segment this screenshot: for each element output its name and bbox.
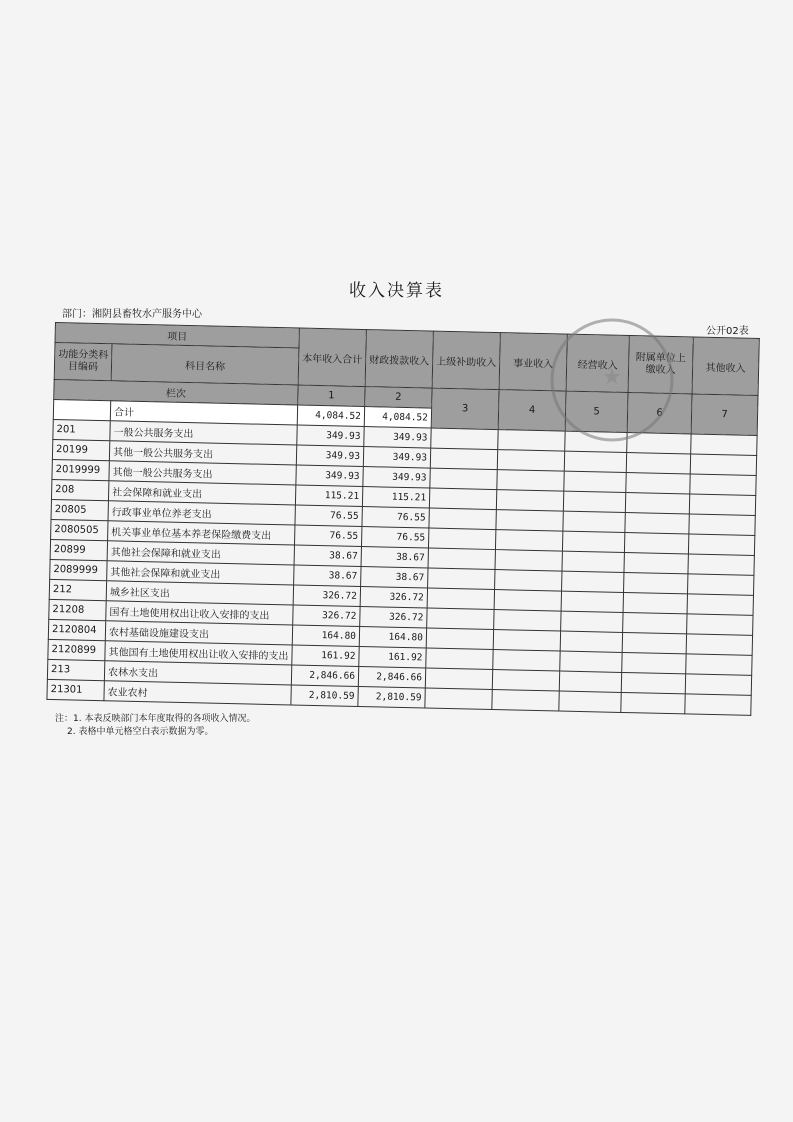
- empty-cell: [626, 453, 690, 474]
- row-name: 其他社会保障和就业支出: [107, 541, 294, 565]
- row-fiscal: 164.80: [359, 626, 426, 648]
- col-index: 6: [627, 393, 692, 434]
- income-table: [46, 322, 759, 716]
- col-index: 1: [298, 385, 365, 407]
- empty-cell: [425, 668, 492, 690]
- row-name: 其他社会保障和就业支出: [107, 561, 294, 585]
- empty-cell: [622, 632, 686, 653]
- row-total: 349.93: [297, 425, 364, 447]
- empty-cell: [494, 610, 561, 632]
- empty-cell: [429, 488, 496, 510]
- header-col-1: 本年收入合计: [298, 328, 366, 387]
- row-code: 212: [49, 579, 106, 600]
- col-index: 3: [431, 388, 499, 430]
- empty-cell: [495, 550, 562, 572]
- row-total: 38.67: [294, 565, 361, 587]
- empty-cell: [496, 510, 563, 532]
- row-name: 其他一般公共服务支出: [109, 461, 296, 485]
- row-code: 2120804: [48, 619, 105, 640]
- row-fiscal: 349.93: [364, 427, 431, 449]
- empty-cell: [691, 434, 757, 455]
- row-fiscal: 2,846.66: [358, 666, 425, 688]
- empty-cell: [559, 671, 621, 692]
- empty-cell: [564, 471, 626, 492]
- empty-cell: [623, 612, 687, 633]
- row-code: 21301: [47, 679, 104, 700]
- row-fiscal: 326.72: [360, 587, 427, 609]
- row-code: 21208: [49, 599, 106, 620]
- row-name: 农业农村: [104, 681, 291, 705]
- empty-cell: [430, 468, 497, 490]
- empty-cell: [688, 534, 754, 555]
- empty-cell: [564, 451, 626, 472]
- row-fiscal: 2,810.59: [358, 686, 425, 708]
- empty-cell: [495, 570, 562, 592]
- empty-cell: [621, 672, 685, 693]
- empty-cell: [425, 688, 492, 710]
- row-total: 76.55: [295, 505, 362, 527]
- income-table-wrap: [46, 322, 759, 716]
- total-fiscal: 4,084.52: [364, 407, 431, 429]
- empty-cell: [687, 614, 753, 635]
- empty-cell: [493, 630, 560, 652]
- empty-cell: [560, 651, 622, 672]
- row-code: 20199: [52, 439, 109, 460]
- empty-cell: [562, 571, 624, 592]
- row-name: 行政事业单位养老支出: [108, 501, 295, 525]
- row-total: 164.80: [292, 625, 359, 647]
- row-total: 2,846.66: [291, 665, 358, 687]
- row-total: 349.93: [296, 445, 363, 467]
- header-col-7: 其他收入: [692, 337, 759, 395]
- empty-cell: [492, 690, 559, 712]
- notes: [55, 713, 255, 739]
- row-total: 326.72: [293, 585, 360, 607]
- empty-cell: [562, 531, 624, 552]
- total-sum: 4,084.52: [297, 405, 364, 427]
- empty-cell: [685, 694, 751, 715]
- empty-cell: [689, 514, 755, 535]
- empty-cell: [497, 470, 564, 492]
- row-fiscal: 349.93: [363, 467, 430, 489]
- header-col-2: 财政拨款收入: [365, 330, 433, 389]
- empty-cell: [430, 448, 497, 470]
- row-code: 2089999: [50, 559, 107, 580]
- row-name: 农村基础设施建设支出: [105, 621, 292, 645]
- row-name: 农林水支出: [104, 661, 291, 685]
- total-label: 合计: [110, 401, 297, 425]
- empty-cell: [563, 511, 625, 532]
- row-code: 2120899: [48, 639, 105, 660]
- row-name: 国有土地使用权出让收入安排的支出: [106, 601, 293, 625]
- row-fiscal: 115.21: [362, 487, 429, 509]
- row-fiscal: 38.67: [361, 547, 428, 569]
- note-1: 注：1. 本表反映部门本年度取得的各项收入情况。: [55, 714, 256, 724]
- header-lanci: 栏次: [54, 379, 298, 405]
- header-col-3: 上级补助收入: [432, 331, 500, 390]
- svg-text:★: ★: [602, 365, 622, 390]
- header-col-4: 事业收入: [499, 333, 567, 392]
- empty-cell: [563, 491, 625, 512]
- empty-cell: [426, 648, 493, 670]
- empty-cell: [625, 512, 689, 533]
- empty-cell: [626, 472, 690, 493]
- header-project: 项目: [55, 323, 299, 349]
- row-total: 349.93: [296, 465, 363, 487]
- empty-cell: [623, 592, 687, 613]
- row-name: 其他国有土地使用权出让收入安排的支出: [105, 641, 292, 665]
- row-fiscal: 76.55: [362, 507, 429, 529]
- header-col-5: 经营收入: [566, 334, 629, 392]
- col-index: 2: [365, 387, 432, 409]
- empty-cell: [687, 574, 753, 595]
- empty-cell: [428, 548, 495, 570]
- empty-cell: [427, 588, 494, 610]
- row-code: 2080505: [51, 519, 108, 540]
- empty-cell: [431, 428, 498, 450]
- page-title: 收入决算表: [349, 281, 444, 301]
- row-code: 2019999: [52, 459, 109, 480]
- row-total: 161.92: [292, 645, 359, 667]
- col-index: 5: [565, 391, 628, 432]
- empty-cell: [627, 433, 691, 454]
- empty-cell: [686, 654, 752, 675]
- empty-cell: [496, 490, 563, 512]
- row-name: 城乡社区支出: [106, 581, 293, 605]
- form-code: 公开02表: [706, 326, 749, 337]
- empty-cell: [493, 650, 560, 672]
- col-index: 4: [498, 390, 566, 432]
- note-2: 2. 表格中单元格空白表示数据为零。: [67, 727, 214, 737]
- row-total: 76.55: [295, 525, 362, 547]
- department-label: 部门：湘阴县畜牧水产服务中心: [62, 309, 202, 320]
- row-total: 115.21: [295, 485, 362, 507]
- empty-cell: [686, 634, 752, 655]
- empty-cell: [559, 691, 621, 712]
- empty-cell: [621, 692, 685, 713]
- row-fiscal: 38.67: [361, 567, 428, 589]
- row-code: 201: [53, 419, 110, 440]
- row-name: 一般公共服务支出: [110, 421, 297, 445]
- empty-cell: [428, 528, 495, 550]
- empty-cell: [689, 494, 755, 515]
- empty-cell: [560, 631, 622, 652]
- empty-cell: [690, 474, 756, 495]
- empty-cell: [427, 608, 494, 630]
- row-fiscal: 326.72: [360, 606, 427, 628]
- empty-cell: [690, 454, 756, 475]
- empty-cell: [624, 532, 688, 553]
- empty-cell: [561, 591, 623, 612]
- row-code: 213: [47, 659, 104, 680]
- header-code: 功能分类科目编码: [54, 343, 112, 381]
- row-code: 20805: [51, 499, 108, 520]
- empty-cell: [625, 492, 689, 513]
- row-total: 326.72: [293, 605, 360, 627]
- empty-cell: [685, 674, 751, 695]
- empty-cell: [624, 552, 688, 573]
- row-fiscal: 161.92: [359, 646, 426, 668]
- empty-cell: [624, 572, 688, 593]
- empty-cell: [688, 554, 754, 575]
- empty-cell: [562, 551, 624, 572]
- empty-cell: [498, 430, 565, 452]
- empty-cell: [687, 594, 753, 615]
- row-fiscal: 76.55: [361, 527, 428, 549]
- header-col-6: 附属单位上缴收入: [628, 336, 693, 394]
- empty-cell: [495, 530, 562, 552]
- empty-cell: [494, 590, 561, 612]
- row-name: 机关事业单位基本养老保险缴费支出: [108, 521, 295, 545]
- row-name: 其他一般公共服务支出: [109, 441, 296, 465]
- row-code: 20899: [50, 539, 107, 560]
- row-name: 社会保障和就业支出: [108, 481, 295, 505]
- empty-cell: [428, 568, 495, 590]
- empty-cell: [622, 652, 686, 673]
- empty-cell: [426, 628, 493, 650]
- empty-cell: [561, 611, 623, 632]
- col-index: 7: [691, 394, 758, 435]
- row-total: 38.67: [294, 545, 361, 567]
- row-total: 2,810.59: [291, 685, 358, 707]
- row-code: 208: [51, 479, 108, 500]
- empty-cell: [565, 431, 627, 452]
- empty-cell: [492, 670, 559, 692]
- empty-cell: [497, 450, 564, 472]
- empty-cell: [429, 508, 496, 530]
- row-fiscal: 349.93: [363, 447, 430, 469]
- header-name: 科目名称: [111, 344, 299, 385]
